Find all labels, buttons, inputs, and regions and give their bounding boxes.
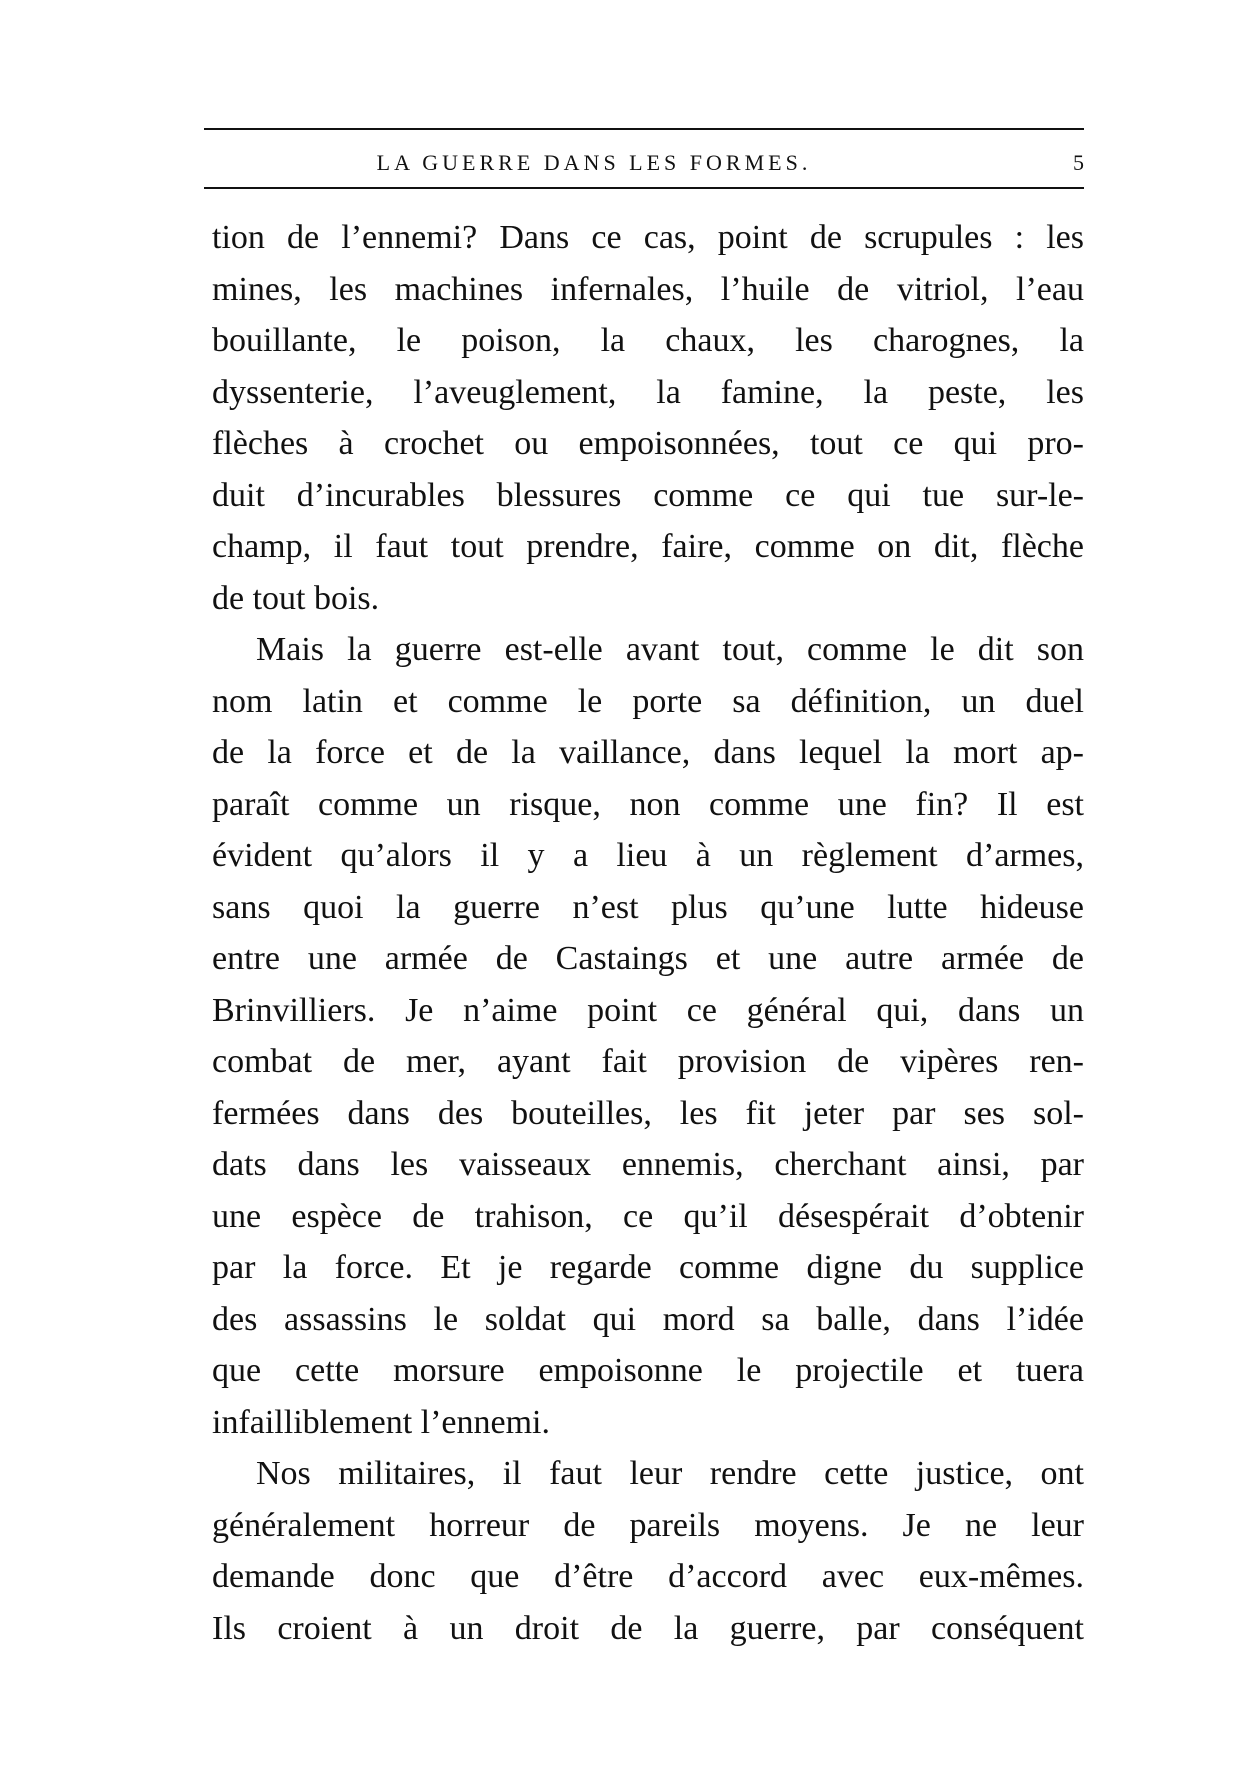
text-line: de la force et de la vaillance, dans lequel la mort ap- [212, 734, 1084, 771]
page-number: 5 [1073, 150, 1084, 175]
text-line: champ, il faut tout prendre, faire, comme on dit, flèche [212, 528, 1084, 565]
paragraph-start-line: Nos militaires, il faut leur rendre cette justice, ont [256, 1455, 1084, 1492]
running-head [204, 146, 1084, 180]
text-line: généralement horreur de pareils moyens. Je ne leur [212, 1506, 1084, 1544]
running-title: LA GUERRE DANS LES FORMES. [376, 150, 812, 175]
text-line: infailliblement l’ennemi. [212, 1403, 551, 1441]
text-line: une espèce de trahison, ce qu’il désespérait d’obtenir [212, 1197, 1084, 1235]
text-line: mines, les machines infernales, l’huile de vitriol, l’eau [212, 270, 1084, 308]
text-line: entre une armée de Castaings et une autre armée de [212, 940, 1084, 977]
text-line: paraît comme un risque, non comme une fin? Il est [212, 785, 1084, 823]
text-line: Brinvilliers. Je n’aime point ce général qui, dans un [212, 991, 1084, 1029]
text-line: combat de mer, ayant fait provision de vipères ren- [212, 1043, 1084, 1080]
text-line: de tout bois. [212, 579, 380, 617]
text-line: duit d’incurables blessures comme ce qui tue sur-le- [212, 476, 1084, 514]
header-rule-top [204, 128, 1084, 130]
text-line: Ils croient à un droit de la guerre, par conséquent [212, 1609, 1084, 1647]
text-line: évident qu’alors il y a lieu à un règlement d’armes, [212, 837, 1084, 874]
text-line: sans quoi la guerre n’est plus qu’une lutte hideuse [212, 888, 1084, 926]
text-line: par la force. Et je regarde comme digne du supplice [212, 1249, 1084, 1286]
text-line: dyssenterie, l’aveuglement, la famine, la peste, les [212, 373, 1084, 411]
body-text [212, 212, 1084, 1654]
paragraph-start-line: Mais la guerre est-elle avant tout, comme le dit son [256, 631, 1084, 668]
text-line: que cette morsure empoisonne le projectile et tuera [212, 1352, 1084, 1389]
text-line: fermées dans des bouteilles, les fit jeter par ses sol- [212, 1094, 1084, 1132]
text-line: tion de l’ennemi? Dans ce cas, point de scrupules : les [212, 219, 1084, 256]
text-line: des assassins le soldat qui mord sa balle, dans l’idée [212, 1300, 1084, 1338]
header-rule-bottom [204, 187, 1084, 189]
text-line: nom latin et comme le porte sa définition, un duel [212, 682, 1084, 720]
text-line: bouillante, le poison, la chaux, les charognes, la [212, 322, 1084, 359]
text-line: dats dans les vaisseaux ennemis, cherchant ainsi, par [212, 1146, 1084, 1183]
text-line: demande donc que d’être d’accord avec eux-mêmes. [212, 1558, 1084, 1595]
text-line: flèches à crochet ou empoisonnées, tout ce qui pro- [212, 425, 1084, 462]
